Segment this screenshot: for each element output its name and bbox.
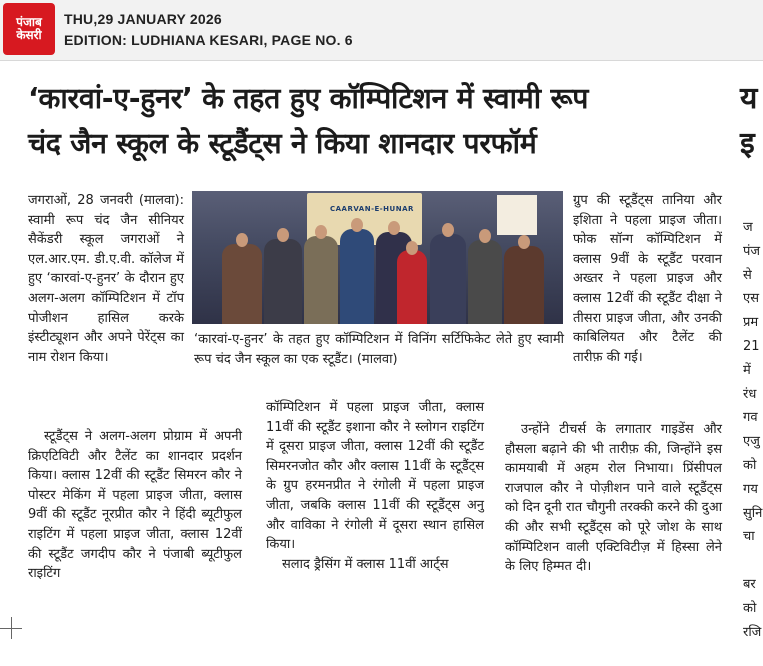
article-column-2	[266, 398, 484, 574]
punjab-kesari-logo: पंजाब केसरी	[3, 3, 55, 55]
photo-person	[304, 236, 338, 324]
adjacent-headline: य इ	[740, 81, 758, 161]
news-photo	[192, 191, 563, 324]
photo-head	[406, 241, 418, 255]
paragraph-3-body: उन्होंने टीचर्स के लगातार गाइडेंस और हौसला बढ़ाने की भी तारीफ़ की, जिन्होंने इस कामयाबी में अहम रोल निभाया। प्रिंसीपल राजपाल कौर ने पोज़ीशन पाने वाले स्टूडैंट्स को दिन दूनी रात चौगुनी तरक्की करने की दुआ की और सभी स्टूडैंट्स को पूरे जोश के साथ कॉम्पिटिशन वाली एक्टिविटीज़ में हिस्सा लेने के लिए हिम्मत दी।	[505, 422, 722, 575]
wall-poster	[497, 195, 537, 235]
paragraph-2: कॉम्पिटिशन में पहला प्राइज जीता, क्लास 11वीं की स्टूडैंट इशाना कौर ने स्लोगन राइटिंग में दूसरा प्राइज जीता, क्लास 12वीं की स्टूडैंट सिमरनजोत कौर और क्लास 11वीं के स्टूडैंट्स के ग्रुप हरमनप्रीत ने रंगोली में पहला प्राइज जीता, जबकि क्लास 11वीं की स्टूडैंट्स अनु और वाविका ने रंगोली में दूसरा स्थान हासिल किया।	[266, 400, 484, 553]
photo-head	[315, 225, 327, 239]
photo-caption: ‘कारवां-ए-हुनर’ के तहत हुए कॉम्पिटिशन में विनिंग सर्टिफिकेट लेते हुए स्वामी रूप चंद जैन स्कूल का एक स्टूडैंट। (मालवा)	[194, 332, 564, 367]
photo-head	[277, 228, 289, 242]
article-column-3-bottom	[505, 420, 722, 577]
paragraph-2-tail: सलाद ड्रैसिंग में क्लास 11वीं आर्ट्स	[282, 556, 449, 572]
headline-line-1: ‘कारवां-ए-हुनर’ के तहत हुए कॉम्पिटिशन में स्वामी रूप	[28, 82, 589, 115]
article-column-3	[573, 191, 722, 367]
publication-date: THU,29 JANUARY 2026	[64, 11, 222, 27]
photo-person	[468, 240, 502, 324]
photo-head	[442, 223, 454, 237]
photo-student	[397, 250, 427, 324]
crop-mark	[11, 617, 12, 639]
photo-head	[479, 229, 491, 243]
photo-head	[518, 235, 530, 249]
event-banner-text: CAARVAN-E-HUNAR	[330, 205, 414, 213]
article-headline	[28, 76, 728, 166]
edition-meta	[64, 9, 353, 51]
article-column-1-bottom	[28, 427, 242, 584]
paragraph-3-lead: ग्रुप की स्टूडैंट्स तानिया और इशिता ने पहला प्राइज जीता। फोक सॉन्ग कॉम्पिटिशन में क्लास 9वीं के स्टूडैंट परवान अख्तर ने पहला प्राइज और क्लास 12वीं की स्टूडैंट दीक्षा ने तीसरा प्राइज जीता, और उनकी काबिलियत और टैलेंट की तारीफ़ की गई।	[573, 193, 722, 365]
edition-info: EDITION: LUDHIANA KESARI, PAGE NO. 6	[64, 32, 353, 48]
photo-person	[264, 239, 302, 324]
adjacent-article-column: ज पंज से एस प्रम 21 में रंध गव एजु को गय सुनि चा बर को रजि	[743, 220, 763, 640]
photo-head	[351, 218, 363, 232]
paragraph-1-lead: जगराओं, 28 जनवरी (मालवा): स्वामी रूप चंद जैन सीनियर सैकेंडरी स्कूल जगराओं ने एल.आर.एम. डी.ए.वी. कॉलेज में हुए ‘कारवां-ए-हुनर’ के दौरान हुए अलग-अलग कॉम्पिटिशन में टॉप पोजीशन हासिल करके इंस्टीट्यूशन और अपने पेरेंट्स का नाम रोशन किया।	[28, 193, 184, 365]
photo-head	[388, 221, 400, 235]
paragraph-1-body: स्टूडैंट्स ने अलग-अलग प्रोग्राम में अपनी क्रिएटिविटी और टैलेंट का शानदार प्रदर्शन किया। क्लास 12वीं की स्टूडैंट सिमरन कौर ने पोस्टर मेकिंग में पहला प्राइज जीता, क्लास 9वीं की स्टूडैंट नूरप्रीत कौर ने हिंदी ब्यूटीफुल राइटिंग में पहला प्राइज जीता, क्लास 12वीं की स्टूडैंट जगदीप कौर ने पंजाबी ब्यूटीफुल राइटिंग	[28, 429, 242, 582]
masthead-bar	[0, 0, 763, 60]
photo-person	[504, 246, 544, 324]
photo-person	[222, 244, 262, 324]
photo-person	[430, 234, 466, 324]
headline-line-2: चंद जैन स्कूल के स्टूडैंट्स ने किया शानदार परफॉर्म	[28, 127, 537, 160]
masthead-divider	[0, 60, 763, 61]
photo-head	[236, 233, 248, 247]
photo-person	[340, 229, 374, 324]
article-column-1	[28, 191, 184, 367]
